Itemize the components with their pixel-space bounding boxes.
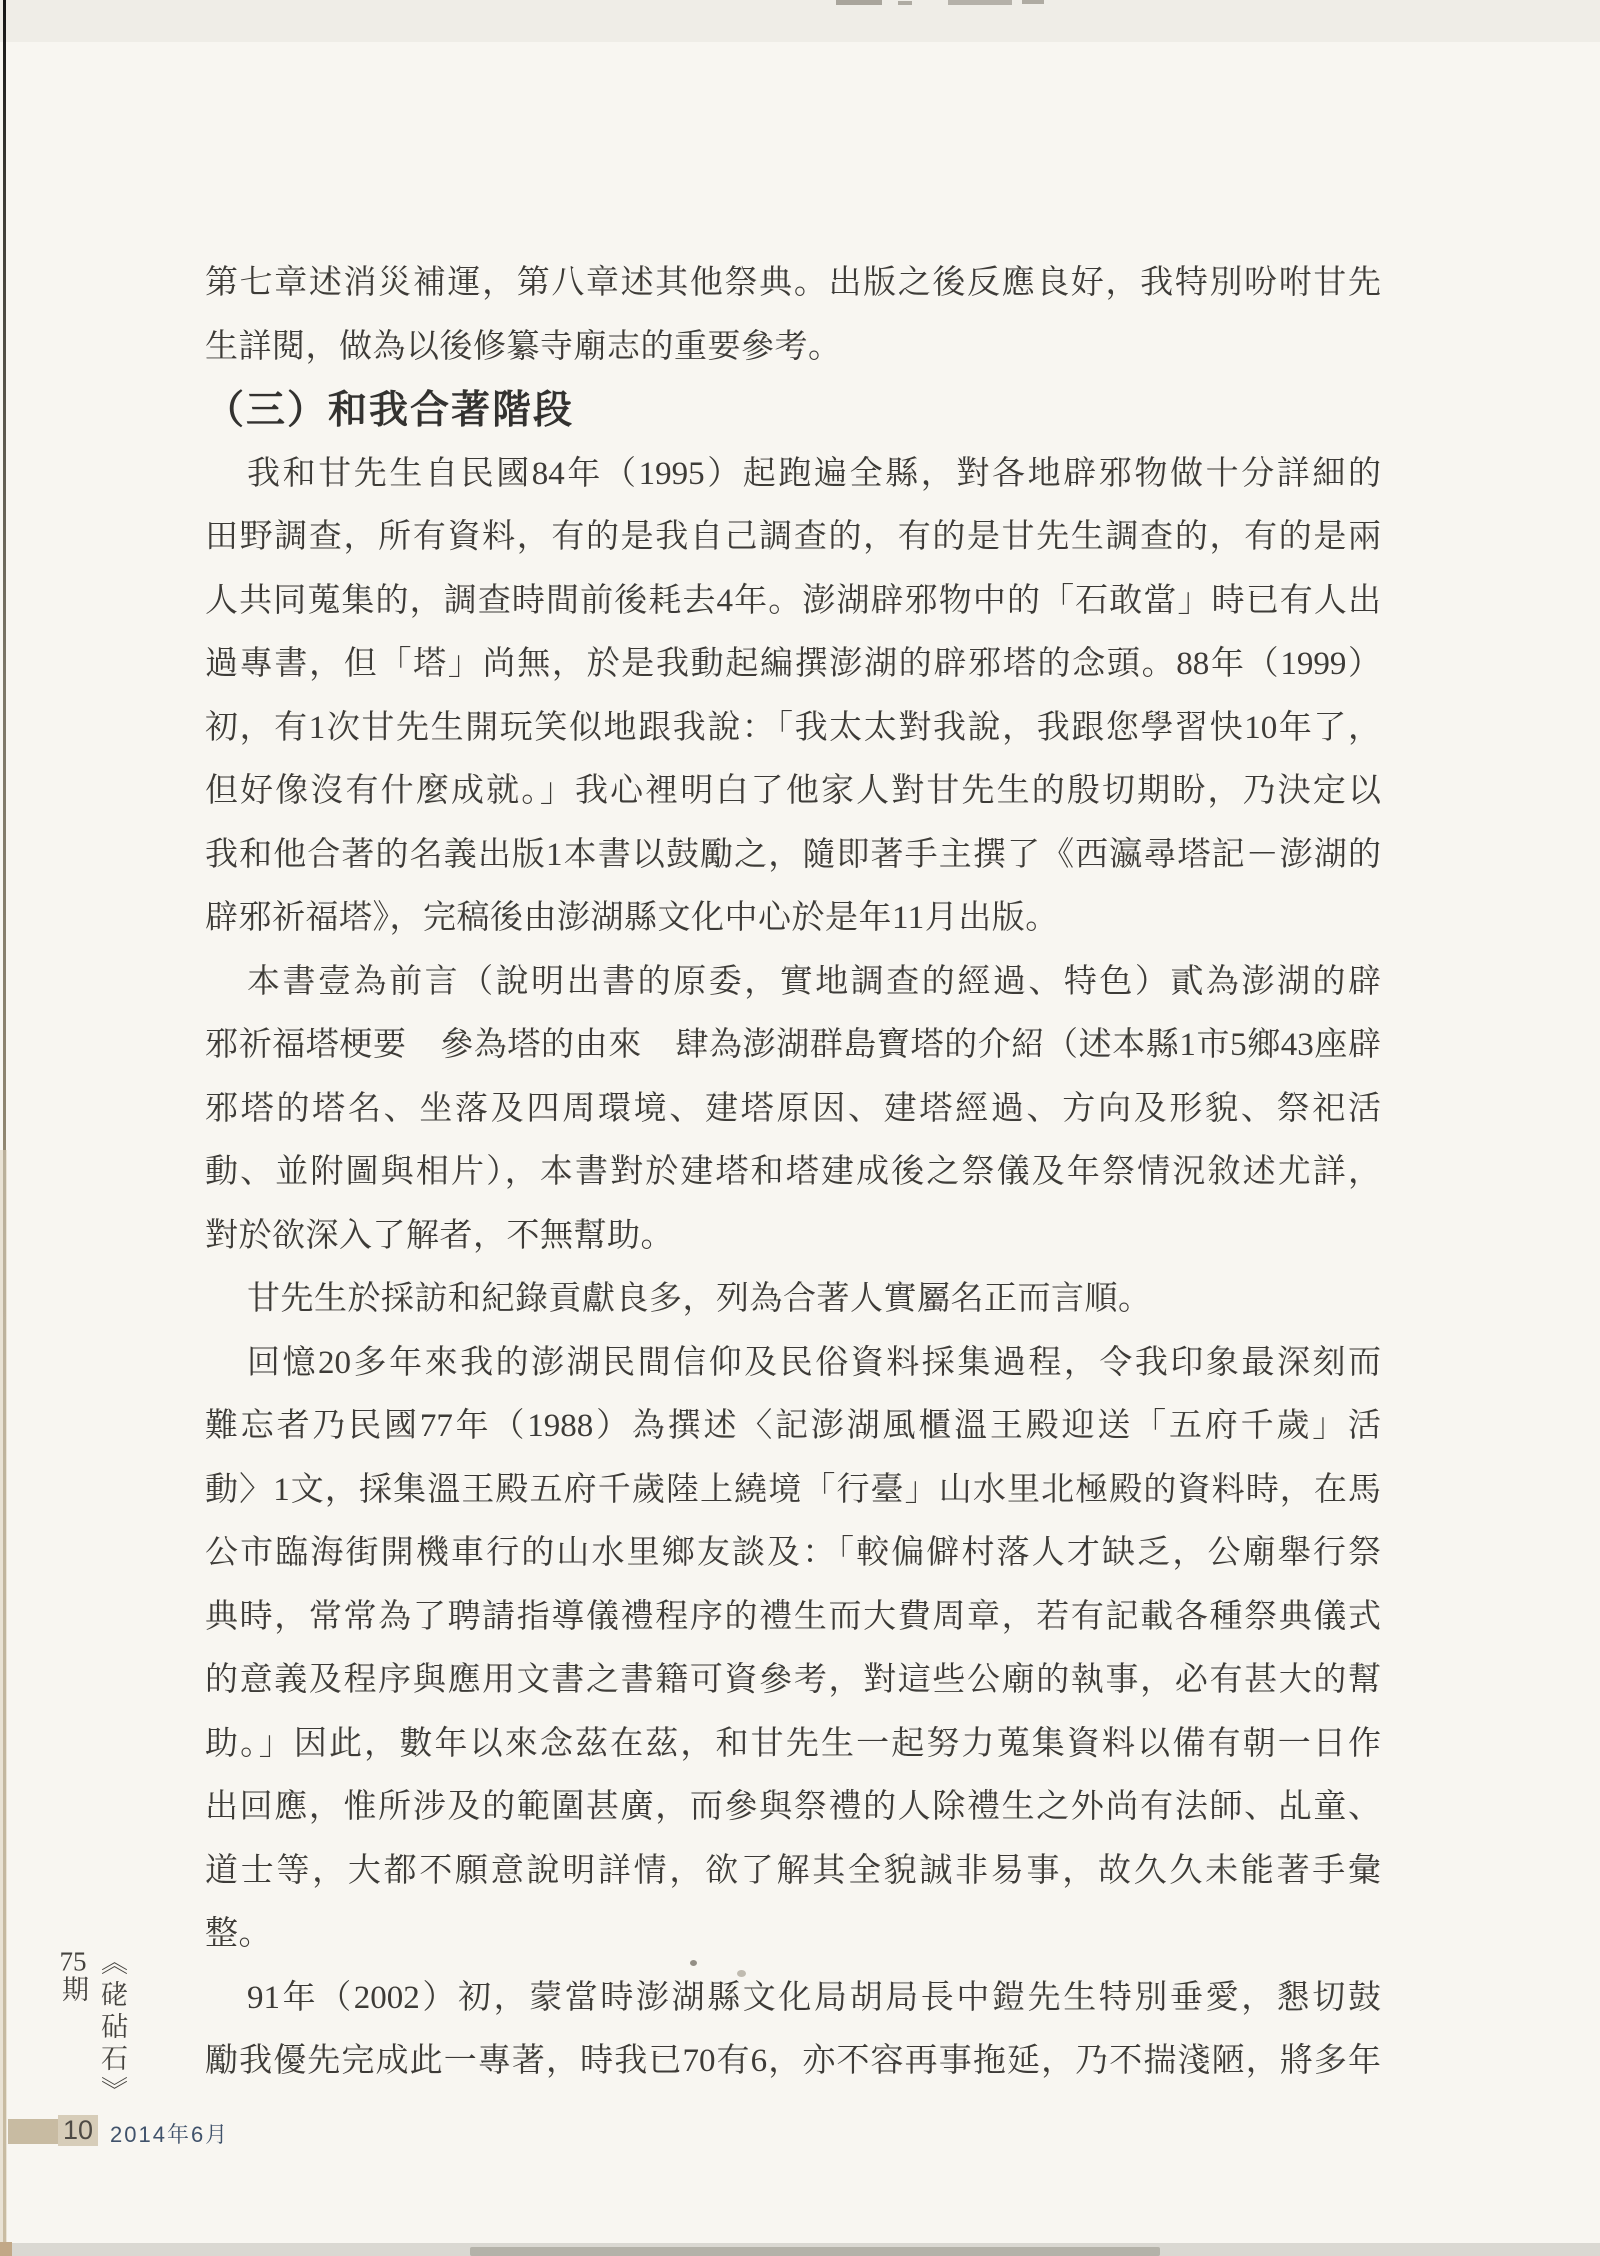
page-number: 10: [58, 2115, 98, 2146]
issue-date: 2014年6月: [110, 2122, 230, 2147]
scan-top-band: [0, 0, 1600, 42]
text-line: 典時，常常為了聘請指導儀禮程序的禮生而大費周章，若有記載各種祭典儀式: [205, 1598, 1381, 1635]
text-line: 的意義及程序與應用文書之書籍可資參考，對這些公廟的執事，必有甚大的幫: [205, 1662, 1381, 1698]
text-line: 邪塔的塔名、坐落及四周環境、建塔原因、建塔經過、方向及形貌、祭祀活: [205, 1090, 1381, 1127]
text-line: 我和他合著的名義出版1本書以鼓勵之，隨即著手主撰了《西瀛尋塔記－澎湖的: [205, 836, 1381, 873]
text-line: 但好像沒有什麼成就。」我心裡明白了他家人對甘先生的殷切期盼，乃決定以: [205, 773, 1381, 809]
text-line: 甘先生於採訪和紀錄貢獻良多，列為合著人實屬名正而言順。: [247, 1281, 1152, 1317]
text-line: 本書壹為前言（說明出書的原委，實地調查的經過、特色）貳為澎湖的辟: [247, 963, 1381, 1000]
text-line: 勵我優先完成此一專著，時我已70有6，亦不容再事拖延，乃不揣淺陋，將多年: [205, 2043, 1381, 2079]
text-line: 邪祈福塔梗要 參為塔的由來 肆為澎湖群島寶塔的介紹（述本縣1市5鄉43座辟: [205, 1027, 1381, 1063]
scan-corner-artifact: [0, 2242, 12, 2256]
text-line: 對於欲深入了解者，不無幫助。: [205, 1217, 674, 1254]
section-heading: （三）和我合著階段: [205, 389, 575, 432]
text-line: 難忘者乃民國77年（1988）為撰述〈記澎湖風櫃溫王殿迎送「五府千歲」活: [205, 1408, 1381, 1444]
scan-edge-artifact: [836, 0, 882, 5]
article-body: [205, 252, 1381, 2094]
journal-issue-number: 75: [59, 1948, 87, 1975]
text-line: 回憶20多年來我的澎湖民間信仰及民俗資料採集過程，令我印象最深刻而: [247, 1344, 1381, 1381]
text-line: 人共同蒐集的，調查時間前後耗去4年。澎湖辟邪物中的「石敢當」時已有人出: [205, 582, 1381, 619]
text-line: 91年（2002）初，蒙當時澎湖縣文化局胡局長中鎧先生特別垂愛，懇切鼓: [247, 1979, 1381, 2016]
scan-edge-artifact: [1022, 0, 1044, 4]
scan-speck: [690, 1960, 697, 1966]
text-line: 助。」因此，數年以來念茲在茲，和甘先生一起努力蒐集資料以備有朝一日作: [205, 1725, 1381, 1762]
text-line: 道士等，大都不願意說明詳情，欲了解其全貌誠非易事，故久久未能著手彙: [205, 1852, 1381, 1889]
journal-issue-suffix: 期: [58, 1975, 88, 2007]
text-line: 出回應，惟所涉及的範圍甚廣，而參與祭禮的人除禮生之外尚有法師、乩童、: [205, 1789, 1381, 1825]
text-line: 第七章述消災補運，第八章述其他祭典。出版之後反應良好，我特別吩咐甘先: [205, 265, 1381, 301]
scan-left-edge-tint: [0, 1150, 7, 2256]
journal-name: 《硓砧石》: [97, 1948, 127, 2108]
text-line: 田野調查，所有資料，有的是我自己調查的，有的是甘先生調查的，有的是兩: [205, 519, 1381, 555]
text-line: 過專書，但「塔」尚無，於是我動起編撰澎湖的辟邪塔的念頭。88年（1999）: [205, 646, 1381, 682]
journal-title-vertical: [54, 1948, 132, 2128]
scan-edge-artifact: [948, 0, 1012, 5]
text-line: 辟邪祈福塔》，完稿後由澎湖縣文化中心於是年11月出版。: [205, 900, 1059, 936]
text-line: 我和甘先生自民國84年（1995）起跑遍全縣，對各地辟邪物做十分詳細的: [247, 455, 1381, 492]
scan-bottom-shadow: [470, 2247, 1160, 2256]
text-line: 動〉1文，採集溫王殿五府千歲陸上繞境「行臺」山水里北極殿的資料時，在馬: [205, 1471, 1381, 1508]
scan-speck: [737, 1970, 746, 1977]
text-line: 動、並附圖與相片），本書對於建塔和塔建成後之祭儀及年祭情況敘述尤詳，: [205, 1154, 1381, 1190]
page-number-bar: [8, 2119, 58, 2144]
scan-edge-artifact: [898, 1, 912, 5]
text-line: 公市臨海街開機車行的山水里鄉友談及：「較偏僻村落人才缺乏，公廟舉行祭: [205, 1535, 1381, 1571]
text-line: 初，有1次甘先生開玩笑似地跟我說：「我太太對我說，我跟您學習快10年了，: [205, 709, 1381, 746]
text-line: 整。: [205, 1916, 272, 1952]
text-line: 生詳閱，做為以後修纂寺廟志的重要參考。: [205, 328, 842, 365]
